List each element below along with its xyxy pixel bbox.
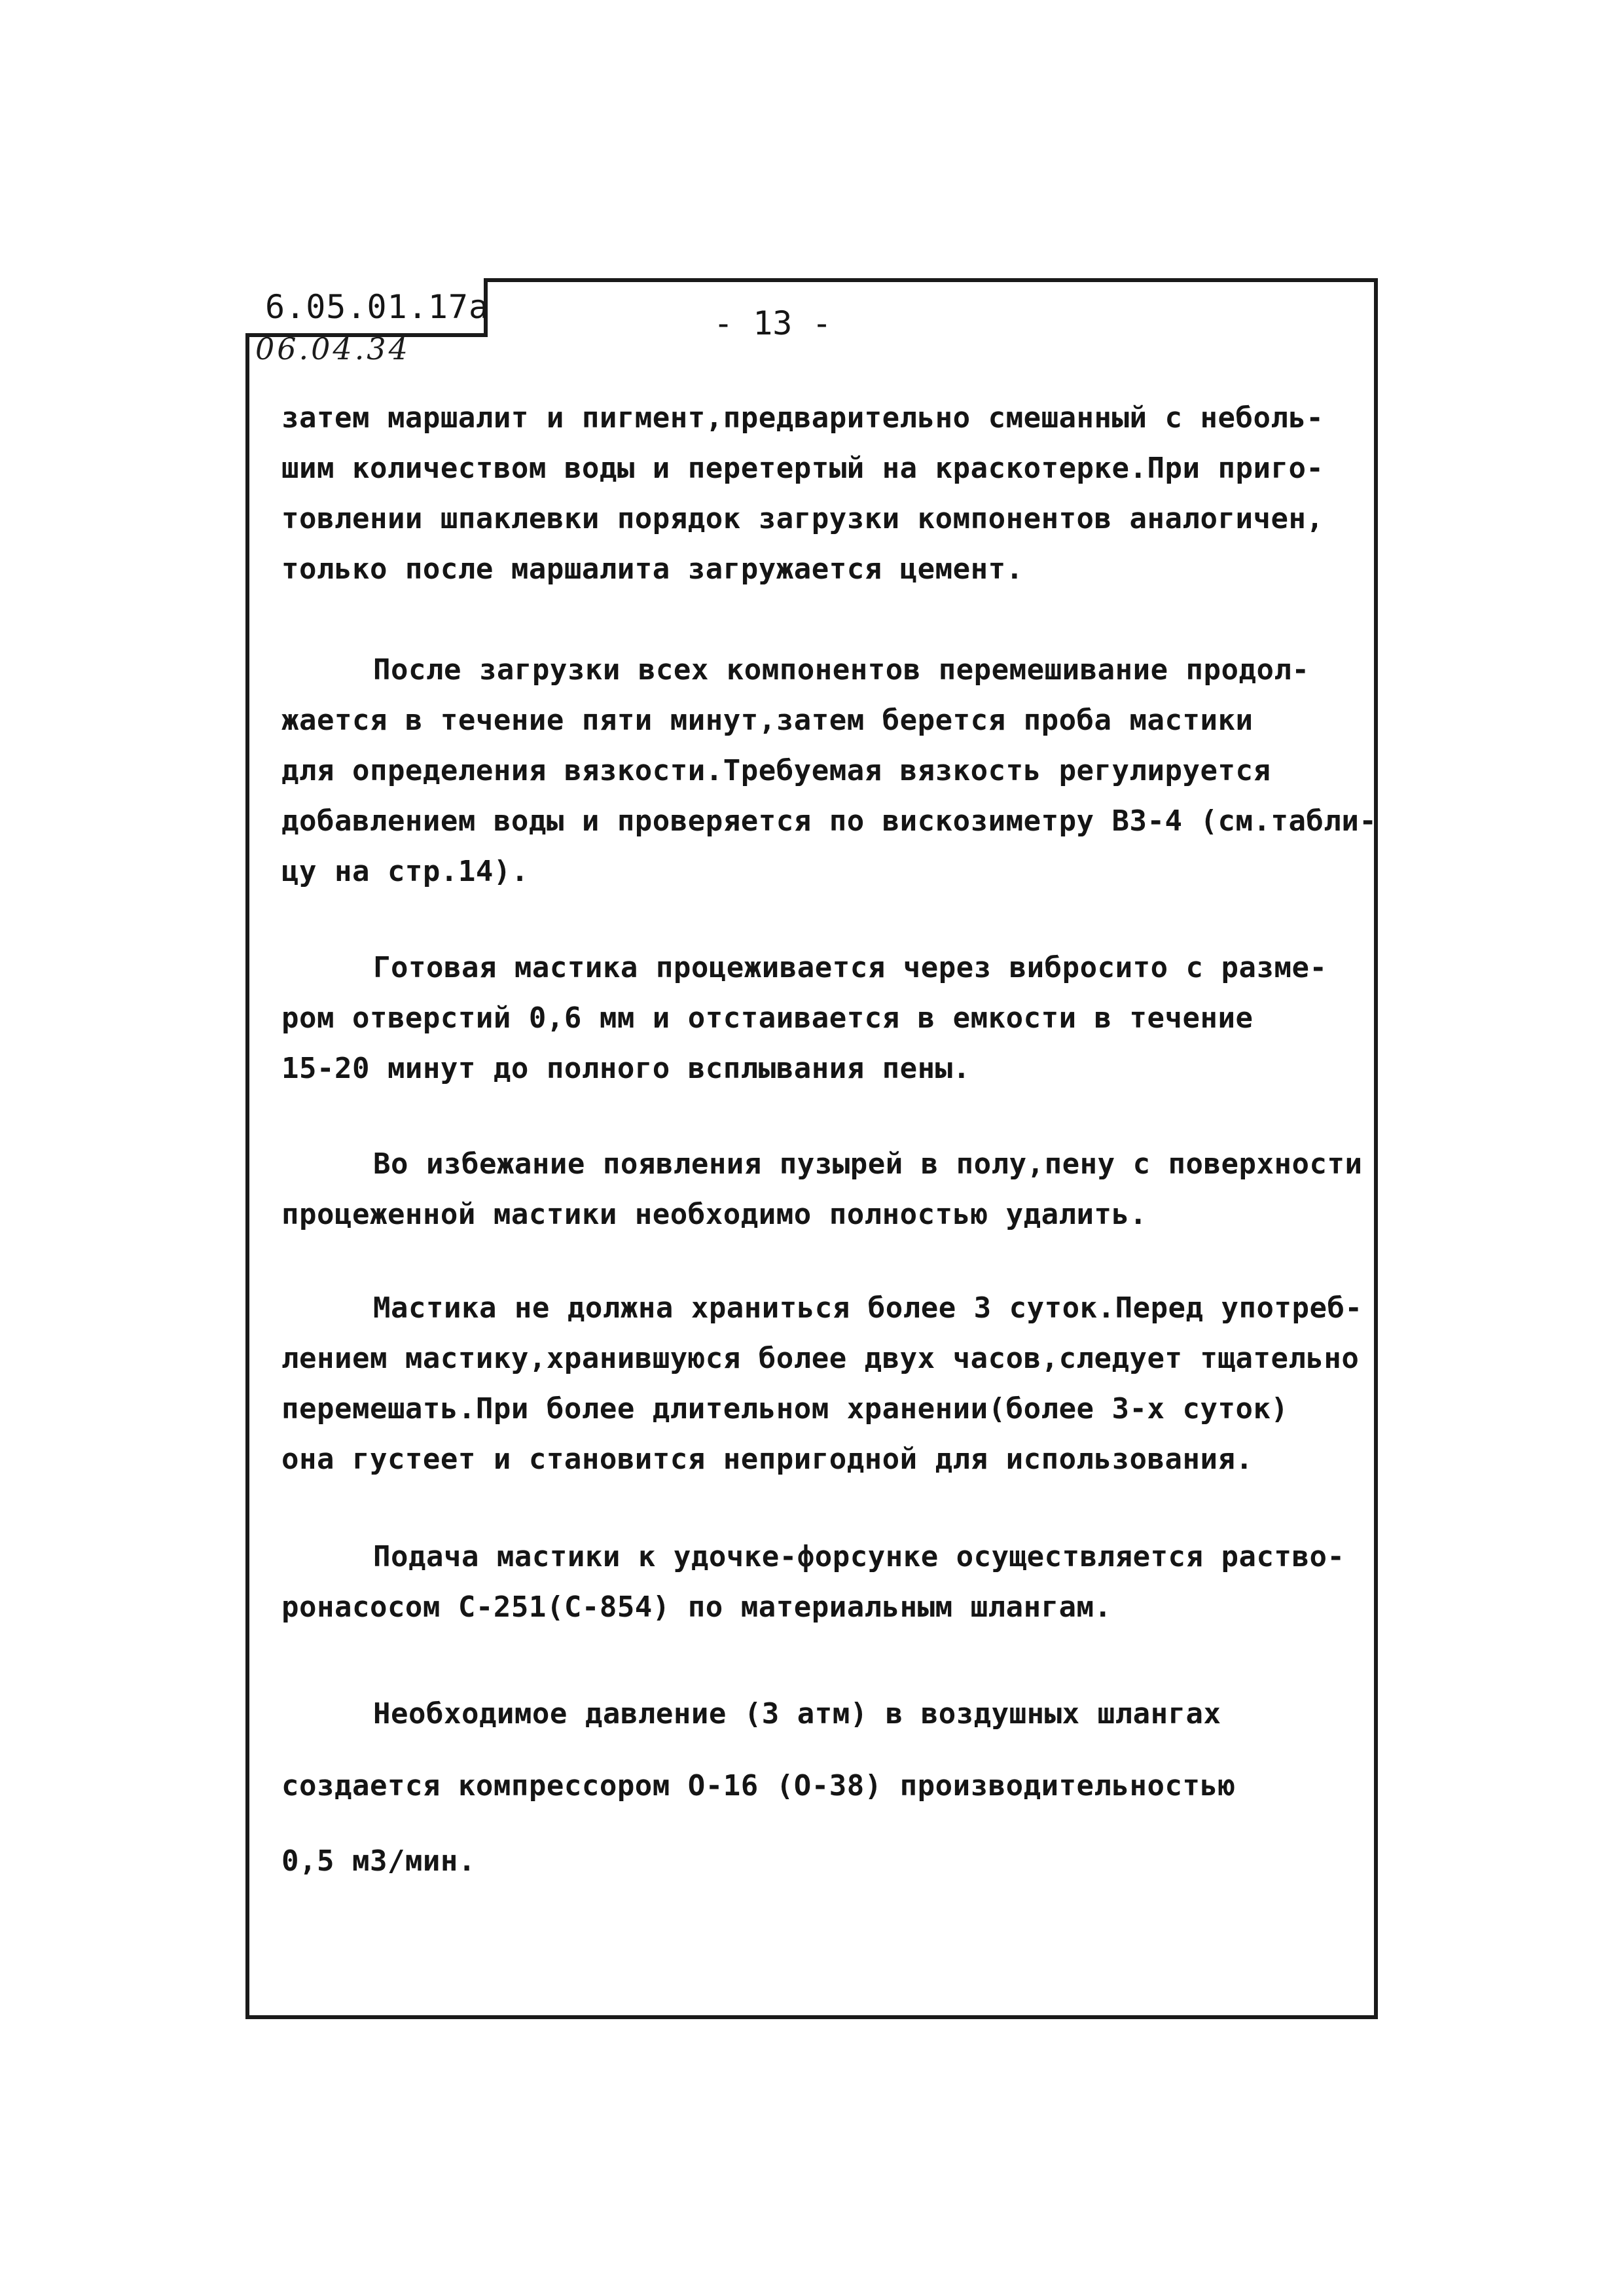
paragraph-8 (281, 1761, 1355, 1811)
text-line: ронасосом С-251(С-854) по материальным шлангам. (281, 1590, 1112, 1624)
text-line: После загрузки всех компонентов перемешивание продол- (373, 653, 1310, 687)
paragraph-6 (281, 1532, 1355, 1632)
paragraph-7 (281, 1689, 1355, 1739)
text-line: для определения вязкости.Требуемая вязкость регулируется (281, 754, 1271, 787)
text-line: товлении шпаклевки порядок загрузки компонентов аналогичен, (281, 502, 1324, 535)
text-line: Подача мастики к удочке-форсунке осуществляется раство- (373, 1540, 1345, 1573)
text-line: создается компрессором О-16 (О-38) производительностью (281, 1769, 1236, 1803)
text-line: жается в течение пяти минут,затем берется проба мастики (281, 704, 1254, 737)
paragraph-9 (281, 1836, 1355, 1886)
text-line: процеженной мастики необходимо полностью удалить. (281, 1198, 1147, 1231)
text-line: ром отверстий 0,6 мм и отстаивается в емкости в течение (281, 1001, 1254, 1035)
paragraph-3 (281, 942, 1355, 1094)
doc-code: 6.05.01.17а (265, 288, 490, 326)
text-line: лением мастику,хранившуюся более двух часов,следует тщательно (281, 1342, 1360, 1375)
text-line: 0,5 м3/мин. (281, 1844, 476, 1878)
text-line: добавлением воды и проверяется по вискозиметру ВЗ-4 (см.табли- (281, 804, 1377, 838)
paragraph-4 (281, 1139, 1363, 1240)
page-number: - 13 - (713, 304, 832, 342)
text-line: 15-20 минут до полного всплывания пены. (281, 1052, 971, 1085)
text-line: Готовая мастика процеживается через вибросито с разме- (373, 951, 1327, 984)
handwritten-date: 06.04.34 (255, 331, 410, 367)
text-line: цу на стр.14). (281, 855, 529, 888)
text-line: Мастика не должна храниться более 3 суток.Перед употреб- (373, 1291, 1363, 1325)
text-line: она густеет и становится непригодной для использования. (281, 1443, 1254, 1476)
text-line: перемешать.При более длительном хранении(более 3-х суток) (281, 1392, 1289, 1426)
paragraph-2 (281, 645, 1377, 897)
text-line: только после маршалита загружается цемент. (281, 552, 1024, 586)
text-line: шим количеством воды и перетертый на краскотерке.При приго- (281, 452, 1324, 485)
text-line: Необходимое давление (3 атм) в воздушных шлангах (373, 1697, 1221, 1731)
paragraph-5 (281, 1283, 1363, 1484)
text-line: затем маршалит и пигмент,предварительно смешанный с неболь- (281, 401, 1324, 435)
paragraph-1 (281, 393, 1355, 594)
text-line: Во избежание появления пузырей в полу,пену с поверхности (373, 1147, 1363, 1181)
